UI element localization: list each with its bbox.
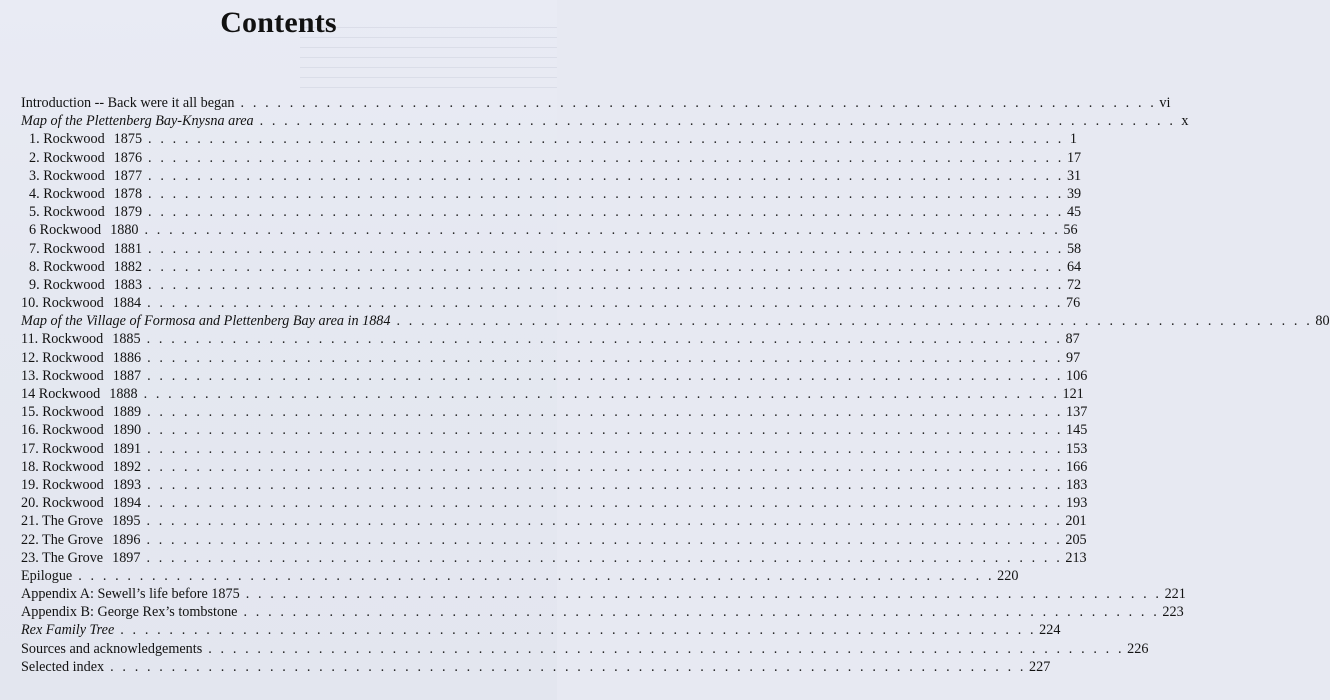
toc-entry-title: 3. Rockwood	[29, 167, 105, 184]
dot-leader: . . . . . . . . . . . . . . . . . . . . . . . . . . . . . . . . . . . . . . . . . . . . . . . . . . . . . . . . . . . . . . . . . . . . . . . . . . .	[147, 367, 1064, 384]
toc-entry-title: 23. The Grove	[21, 549, 104, 566]
dot-leader: . . . . . . . . . . . . . . . . . . . . . . . . . . . . . . . . . . . . . . . . . . . . . . . . . . . . . . . . . . . . . . . . . . . . . . . . . . .	[146, 549, 1063, 566]
toc-entry-page-number: 153	[1066, 440, 1088, 457]
dot-leader: . . . . . . . . . . . . . . . . . . . . . . . . . . . . . . . . . . . . . . . . . . . . . . . . . . . . . . . . . . . . . . . . . . . . . . . . . . .	[148, 167, 1064, 184]
toc-entry	[21, 258, 1082, 276]
dot-leader: . . . . . . . . . . . . . . . . . . . . . . . . . . . . . . . . . . . . . . . . . . . . . . . . . . . . . . . . . . . . . . . . . . . . . . . . . . .	[147, 476, 1064, 493]
toc-entry	[21, 476, 1088, 494]
toc-entry	[21, 549, 1087, 567]
dot-leader: . . . . . . . . . . . . . . . . . . . . . . . . . . . . . . . . . . . . . . . . . . . . . . . . . . . . . . . . . . . . . . . . . . . . . . . . . . .	[147, 404, 1064, 421]
toc-entry-title: 11. Rockwood	[21, 331, 104, 348]
dot-leader: . . . . . . . . . . . . . . . . . . . . . . . . . . . . . . . . . . . . . . . . . . . . . . . . . . . . . . . . . . . . . . . . . . . . . . . . . . .	[148, 204, 1064, 221]
toc-entry	[21, 403, 1088, 421]
toc-entry-year: 1890	[112, 422, 142, 439]
dot-leader: . . . . . . . . . . . . . . . . . . . . . . . . . . . . . . . . . . . . . . . . . . . . . . . . . . . . . . . . . . . . . . . . . . . . . . . . . . .	[240, 95, 1157, 111]
dot-leader: . . . . . . . . . . . . . . . . . . . . . . . . . . . . . . . . . . . . . . . . . . . . . . . . . . . . . . . . . . . . . . . . . . . . . . . . . . .	[146, 331, 1063, 348]
toc-entry	[21, 494, 1088, 512]
dot-leader: . . . . . . . . . . . . . . . . . . . . . . . . . . . . . . . . . . . . . . . . . . . . . . . . . . . . . . . . . . . . . . . . . . . . . . . . . . .	[147, 349, 1064, 366]
toc-entry	[21, 367, 1088, 385]
toc-entry-title: 18. Rockwood	[21, 458, 104, 475]
toc-entry-title: Selected index	[21, 658, 105, 675]
toc-entry	[21, 349, 1081, 367]
toc-entry	[21, 458, 1088, 476]
toc-entry-page-number: 56	[1063, 222, 1078, 239]
table-of-contents	[21, 94, 1330, 676]
toc-entry-page-number: 97	[1066, 349, 1081, 366]
toc-entry	[21, 94, 1171, 112]
dot-leader: . . . . . . . . . . . . . . . . . . . . . . . . . . . . . . . . . . . . . . . . . . . . . . . . . . . . . . . . . . . . . . . . . . . . . . . . . . .	[146, 513, 1063, 530]
toc-entry-page-number: 31	[1066, 167, 1082, 184]
toc-entry-year: 1886	[112, 349, 142, 366]
toc-entry-title: Rex Family Tree	[21, 622, 115, 639]
toc-entry-page-number: 58	[1066, 240, 1082, 257]
toc-entry-title: 13. Rockwood	[21, 367, 104, 384]
toc-entry-title: 5. Rockwood	[29, 204, 105, 221]
toc-entry	[21, 112, 1189, 130]
toc-entry-year: 1888	[109, 386, 138, 402]
toc-entry-page-number: 205	[1065, 531, 1087, 548]
toc-entry-year: 1893	[112, 476, 142, 493]
toc-entry	[21, 130, 1077, 148]
toc-entry	[21, 385, 1084, 403]
toc-entry-title: 2. Rockwood	[29, 149, 105, 166]
toc-entry-year: 1885	[112, 331, 141, 348]
toc-entry-page-number: 39	[1066, 185, 1082, 202]
toc-entry-title: 4. Rockwood	[29, 185, 105, 202]
toc-entry-title: 21. The Grove	[21, 513, 104, 530]
toc-entry	[21, 221, 1078, 239]
dot-leader: . . . . . . . . . . . . . . . . . . . . . . . . . . . . . . . . . . . . . . . . . . . . . . . . . . . . . . . . . . . . . . . . . . . . . . . . . . .	[110, 658, 1027, 675]
toc-entry	[21, 531, 1087, 549]
toc-entry-page-number: 121	[1062, 386, 1084, 402]
toc-entry-title: Appendix B: George Rex’s tombstone	[21, 604, 238, 621]
toc-entry-page-number: 64	[1066, 258, 1082, 275]
dot-leader: . . . . . . . . . . . . . . . . . . . . . . . . . . . . . . . . . . . . . . . . . . . . . . . . . . . . . . . . . . . . . . . . . . . . . . . . . . .	[245, 586, 1162, 603]
dot-leader: . . . . . . . . . . . . . . . . . . . . . . . . . . . . . . . . . . . . . . . . . . . . . . . . . . . . . . . . . . . . . . . . . . . . . . . . . . .	[243, 604, 1160, 621]
toc-entry-year: 1877	[113, 167, 143, 184]
toc-entry-year: 1894	[112, 495, 142, 512]
toc-entry-year: 1887	[112, 367, 142, 384]
toc-entry-title: 9. Rockwood	[29, 276, 105, 293]
toc-entry-page-number: 226	[1127, 640, 1149, 657]
dot-leader: . . . . . . . . . . . . . . . . . . . . . . . . . . . . . . . . . . . . . . . . . . . . . . . . . . . . . . . . . . . . . . . . . . . . . . . . . . .	[78, 567, 995, 584]
toc-entry-year: 1881	[113, 240, 143, 257]
toc-entry-year: 1875	[113, 131, 143, 148]
dot-leader: . . . . . . . . . . . . . . . . . . . . . . . . . . . . . . . . . . . . . . . . . . . . . . . . . . . . . . . . . . . . . . . . . . . . . . . . . . .	[148, 240, 1064, 257]
toc-entry-page-number: 80	[1315, 313, 1330, 330]
toc-entry-title: 14 Rockwood	[21, 386, 101, 402]
dot-leader: . . . . . . . . . . . . . . . . . . . . . . . . . . . . . . . . . . . . . . . . . . . . . . . . . . . . . . . . . . . . . . . . . . . . . . . . . . .	[147, 422, 1064, 439]
toc-entry	[21, 603, 1184, 621]
toc-entry	[21, 149, 1082, 167]
dot-leader: . . . . . . . . . . . . . . . . . . . . . . . . . . . . . . . . . . . . . . . . . . . . . . . . . . . . . . . . . . . . . . . . . . . . . . . . . . .	[146, 531, 1063, 548]
toc-entry-year: 1889	[112, 404, 142, 421]
toc-entry-page-number: vi	[1159, 95, 1171, 111]
dot-leader: . . . . . . . . . . . . . . . . . . . . . . . . . . . . . . . . . . . . . . . . . . . . . . . . . . . . . . . . . . . . . . . . . . . . . . . . . . .	[208, 640, 1125, 657]
toc-entry-title: 6 Rockwood	[29, 222, 102, 239]
toc-entry-title: Epilogue	[21, 567, 73, 584]
toc-entry-title: 16. Rockwood	[21, 422, 104, 439]
toc-entry-page-number: 220	[997, 567, 1019, 584]
toc-entry-title: Introduction -- Back were it all began	[21, 95, 235, 111]
toc-entry	[21, 167, 1082, 185]
toc-entry-page-number: 201	[1065, 513, 1087, 530]
toc-entry-title: 17. Rockwood	[21, 440, 104, 457]
toc-entry	[21, 312, 1330, 330]
toc-entry	[21, 640, 1149, 658]
toc-entry-title: 22. The Grove	[21, 531, 104, 548]
toc-entry-year: 1884	[112, 295, 142, 312]
toc-entry-page-number: 183	[1066, 476, 1088, 493]
toc-entry	[21, 185, 1082, 203]
toc-entry	[21, 585, 1186, 603]
toc-entry-page-number: 1	[1069, 131, 1077, 148]
toc-entry-year: 1892	[112, 458, 142, 475]
toc-entry-title: 12. Rockwood	[21, 349, 104, 366]
toc-entry-page-number: 221	[1164, 586, 1186, 603]
toc-entry-title: 8. Rockwood	[29, 258, 105, 275]
toc-entry-page-number: 72	[1066, 276, 1082, 293]
dot-leader: . . . . . . . . . . . . . . . . . . . . . . . . . . . . . . . . . . . . . . . . . . . . . . . . . . . . . . . . . . . . . . . . . . . . . . . . . . .	[143, 386, 1060, 402]
toc-entry-year: 1882	[113, 258, 143, 275]
toc-entry	[21, 440, 1088, 458]
toc-entry	[21, 567, 1019, 585]
toc-entry-year: 1896	[112, 531, 141, 548]
toc-entry	[21, 330, 1080, 348]
toc-entry	[21, 203, 1082, 221]
toc-entry-page-number: 87	[1065, 331, 1080, 348]
toc-entry-page-number: 17	[1066, 149, 1082, 166]
toc-entry-title: 20. Rockwood	[21, 495, 104, 512]
toc-entry-page-number: 106	[1066, 367, 1088, 384]
toc-entry-title: 10. Rockwood	[21, 295, 104, 312]
toc-entry-page-number: 166	[1066, 458, 1088, 475]
toc-entry-year: 1879	[113, 204, 143, 221]
toc-entry-page-number: 145	[1066, 422, 1088, 439]
dot-leader: . . . . . . . . . . . . . . . . . . . . . . . . . . . . . . . . . . . . . . . . . . . . . . . . . . . . . . . . . . . . . . . . . . . . . . . . . . .	[148, 258, 1064, 275]
toc-entry-title: Sources and acknowledgements	[21, 640, 203, 657]
dot-leader: . . . . . . . . . . . . . . . . . . . . . . . . . . . . . . . . . . . . . . . . . . . . . . . . . . . . . . . . . . . . . . . . . . . . . . . . . . .	[144, 222, 1061, 239]
toc-entry-year: 1897	[112, 549, 141, 566]
dot-leader: . . . . . . . . . . . . . . . . . . . . . . . . . . . . . . . . . . . . . . . . . . . . . . . . . . . . . . . . . . . . . . . . . . . . . . . . . . .	[148, 185, 1064, 202]
page-title: Contents	[220, 6, 337, 39]
dot-leader: . . . . . . . . . . . . . . . . . . . . . . . . . . . . . . . . . . . . . . . . . . . . . . . . . . . . . . . . . . . . . . . . . . . . . . . . . . .	[147, 295, 1064, 312]
toc-entry-year: 1876	[113, 149, 143, 166]
toc-entry-title: Appendix A: Sewell’s life before 1875	[21, 586, 240, 603]
toc-entry-page-number: 76	[1066, 295, 1081, 312]
dot-leader: . . . . . . . . . . . . . . . . . . . . . . . . . . . . . . . . . . . . . . . . . . . . . . . . . . . . . . . . . . . . . . . . . . . . . . . . . . .	[148, 131, 1064, 148]
toc-entry	[21, 276, 1082, 294]
toc-entry-page-number: 224	[1039, 622, 1061, 639]
toc-entry-page-number: 223	[1162, 604, 1184, 621]
toc-entry	[21, 621, 1061, 639]
toc-entry-title: 15. Rockwood	[21, 404, 104, 421]
toc-entry	[21, 512, 1087, 530]
toc-entry-title: 7. Rockwood	[29, 240, 105, 257]
toc-entry-page-number: 213	[1065, 549, 1087, 566]
dot-leader: . . . . . . . . . . . . . . . . . . . . . . . . . . . . . . . . . . . . . . . . . . . . . . . . . . . . . . . . . . . . . . . . . . . . . . . . . . .	[147, 495, 1064, 512]
dot-leader: . . . . . . . . . . . . . . . . . . . . . . . . . . . . . . . . . . . . . . . . . . . . . . . . . . . . . . . . . . . . . . . . . . . . . . . . . . .	[120, 622, 1037, 639]
toc-entry-page-number: 193	[1066, 495, 1088, 512]
toc-entry-page-number: 45	[1066, 204, 1082, 221]
toc-entry-page-number: 227	[1029, 658, 1051, 675]
dot-leader: . . . . . . . . . . . . . . . . . . . . . . . . . . . . . . . . . . . . . . . . . . . . . . . . . . . . . . . . . . . . . . . . . . . . . . . . . . .	[147, 440, 1064, 457]
toc-entry-year: 1895	[112, 513, 141, 530]
dot-leader: . . . . . . . . . . . . . . . . . . . . . . . . . . . . . . . . . . . . . . . . . . . . . . . . . . . . . . . . . . . . . . . . . . . . . . . . . . .	[259, 113, 1176, 130]
toc-entry-title: 19. Rockwood	[21, 476, 104, 493]
toc-entry-year: 1878	[113, 185, 143, 202]
toc-entry	[21, 658, 1051, 676]
dot-leader: . . . . . . . . . . . . . . . . . . . . . . . . . . . . . . . . . . . . . . . . . . . . . . . . . . . . . . . . . . . . . . . . . . . . . . . . . . .	[147, 458, 1064, 475]
toc-entry-title: Map of the Village of Formosa and Plettenberg Bay area in 1884	[21, 313, 391, 330]
toc-entry-title: 1. Rockwood	[29, 131, 105, 148]
dot-leader: . . . . . . . . . . . . . . . . . . . . . . . . . . . . . . . . . . . . . . . . . . . . . . . . . . . . . . . . . . . . . . . . . . . . . . . . . . .	[396, 313, 1313, 330]
toc-entry-year: 1891	[112, 440, 142, 457]
toc-entry-year: 1880	[110, 222, 139, 239]
toc-entry	[21, 294, 1081, 312]
toc-entry	[21, 240, 1082, 258]
dot-leader: . . . . . . . . . . . . . . . . . . . . . . . . . . . . . . . . . . . . . . . . . . . . . . . . . . . . . . . . . . . . . . . . . . . . . . . . . . .	[148, 149, 1064, 166]
toc-entry-page-number: 137	[1066, 404, 1088, 421]
toc-entry-year: 1883	[113, 276, 143, 293]
toc-entry-page-number: x	[1181, 113, 1189, 130]
toc-entry	[21, 421, 1088, 439]
toc-entry-title: Map of the Plettenberg Bay-Knysna area	[21, 113, 254, 130]
dot-leader: . . . . . . . . . . . . . . . . . . . . . . . . . . . . . . . . . . . . . . . . . . . . . . . . . . . . . . . . . . . . . . . . . . . . . . . . . . .	[148, 276, 1064, 293]
